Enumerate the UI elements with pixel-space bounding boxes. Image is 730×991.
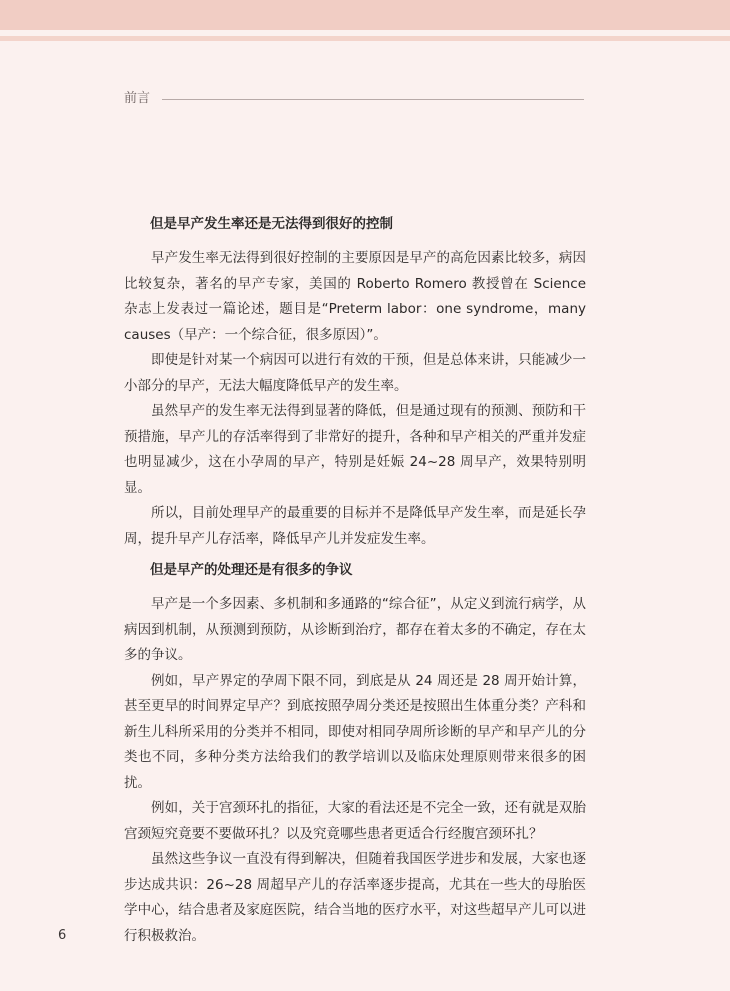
paragraph: 即使是针对某一个病因可以进行有效的干预，但是总体来讲，只能减少一小部分的早产，无法大幅度降低早产的发生率。: [124, 352, 586, 394]
header-rule: [162, 99, 584, 100]
paragraph: 所以，目前处理早产的最重要的目标并不是降低早产发生率，而是延长孕周，提升早产儿存活率，降低早产儿并发症发生率。: [124, 505, 586, 547]
section-heading: 但是早产的处理还是有很多的争议: [150, 562, 353, 578]
running-header: [124, 90, 584, 110]
paragraph: 例如，关于宫颈环扎的指征，大家的看法还是不完全一致，还有就是双胎宫颈短究竟要不要做环扎？以及究竟哪些患者更适合行经腹宫颈环扎？: [124, 800, 586, 842]
top-decorative-band: [0, 0, 730, 30]
paragraph: 虽然早产的发生率无法得到显著的降低，但是通过现有的预测、预防和干预措施，早产儿的存活率得到了非常好的提升，各种和早产相关的严重并发症也明显减少，这在小孕周的早产，特别是妊娠 24~28 周早产，效果特别明显。: [124, 403, 586, 496]
paragraph: 早产发生率无法得到很好控制的主要原因是早产的高危因素比较多，病因比较复杂，著名的早产专家，美国的 Roberto Romero 教授曾在 Science 杂志上发表过一篇论述，题目是“Preterm labor：one syndrome，many causes（早产：一个综合征，很多原因）”。: [124, 250, 586, 343]
section-heading: 但是早产发生率还是无法得到很好的控制: [150, 216, 393, 232]
page-number: 6: [58, 928, 67, 943]
paragraph: 早产是一个多因素、多机制和多通路的“综合征”，从定义到流行病学，从病因到机制，从预测到预防，从诊断到治疗，都存在着太多的不确定，存在太多的争议。: [124, 596, 586, 663]
paragraph: 虽然这些争议一直没有得到解决，但随着我国医学进步和发展，大家也逐步达成共识：26~28 周超早产儿的存活率逐步提高，尤其在一些大的母胎医学中心，结合患者及家庭医院，结合当地的医疗水平，对这些超早产儿可以进行积极救治。: [124, 851, 586, 944]
top-decorative-stripe: [0, 36, 730, 41]
page-body: [124, 210, 586, 949]
paragraph: 例如，早产界定的孕周下限不同，到底是从 24 周还是 28 周开始计算，甚至更早的时间界定早产？到底按照孕周分类还是按照出生体重分类？产科和新生儿科所采用的分类并不相同，即使对相同孕周所诊断的早产和早产儿的分类也不同，多种分类方法给我们的教学培训以及临床处理原则带来很多的困扰。: [124, 672, 586, 791]
running-header-title: 前言: [124, 91, 151, 106]
